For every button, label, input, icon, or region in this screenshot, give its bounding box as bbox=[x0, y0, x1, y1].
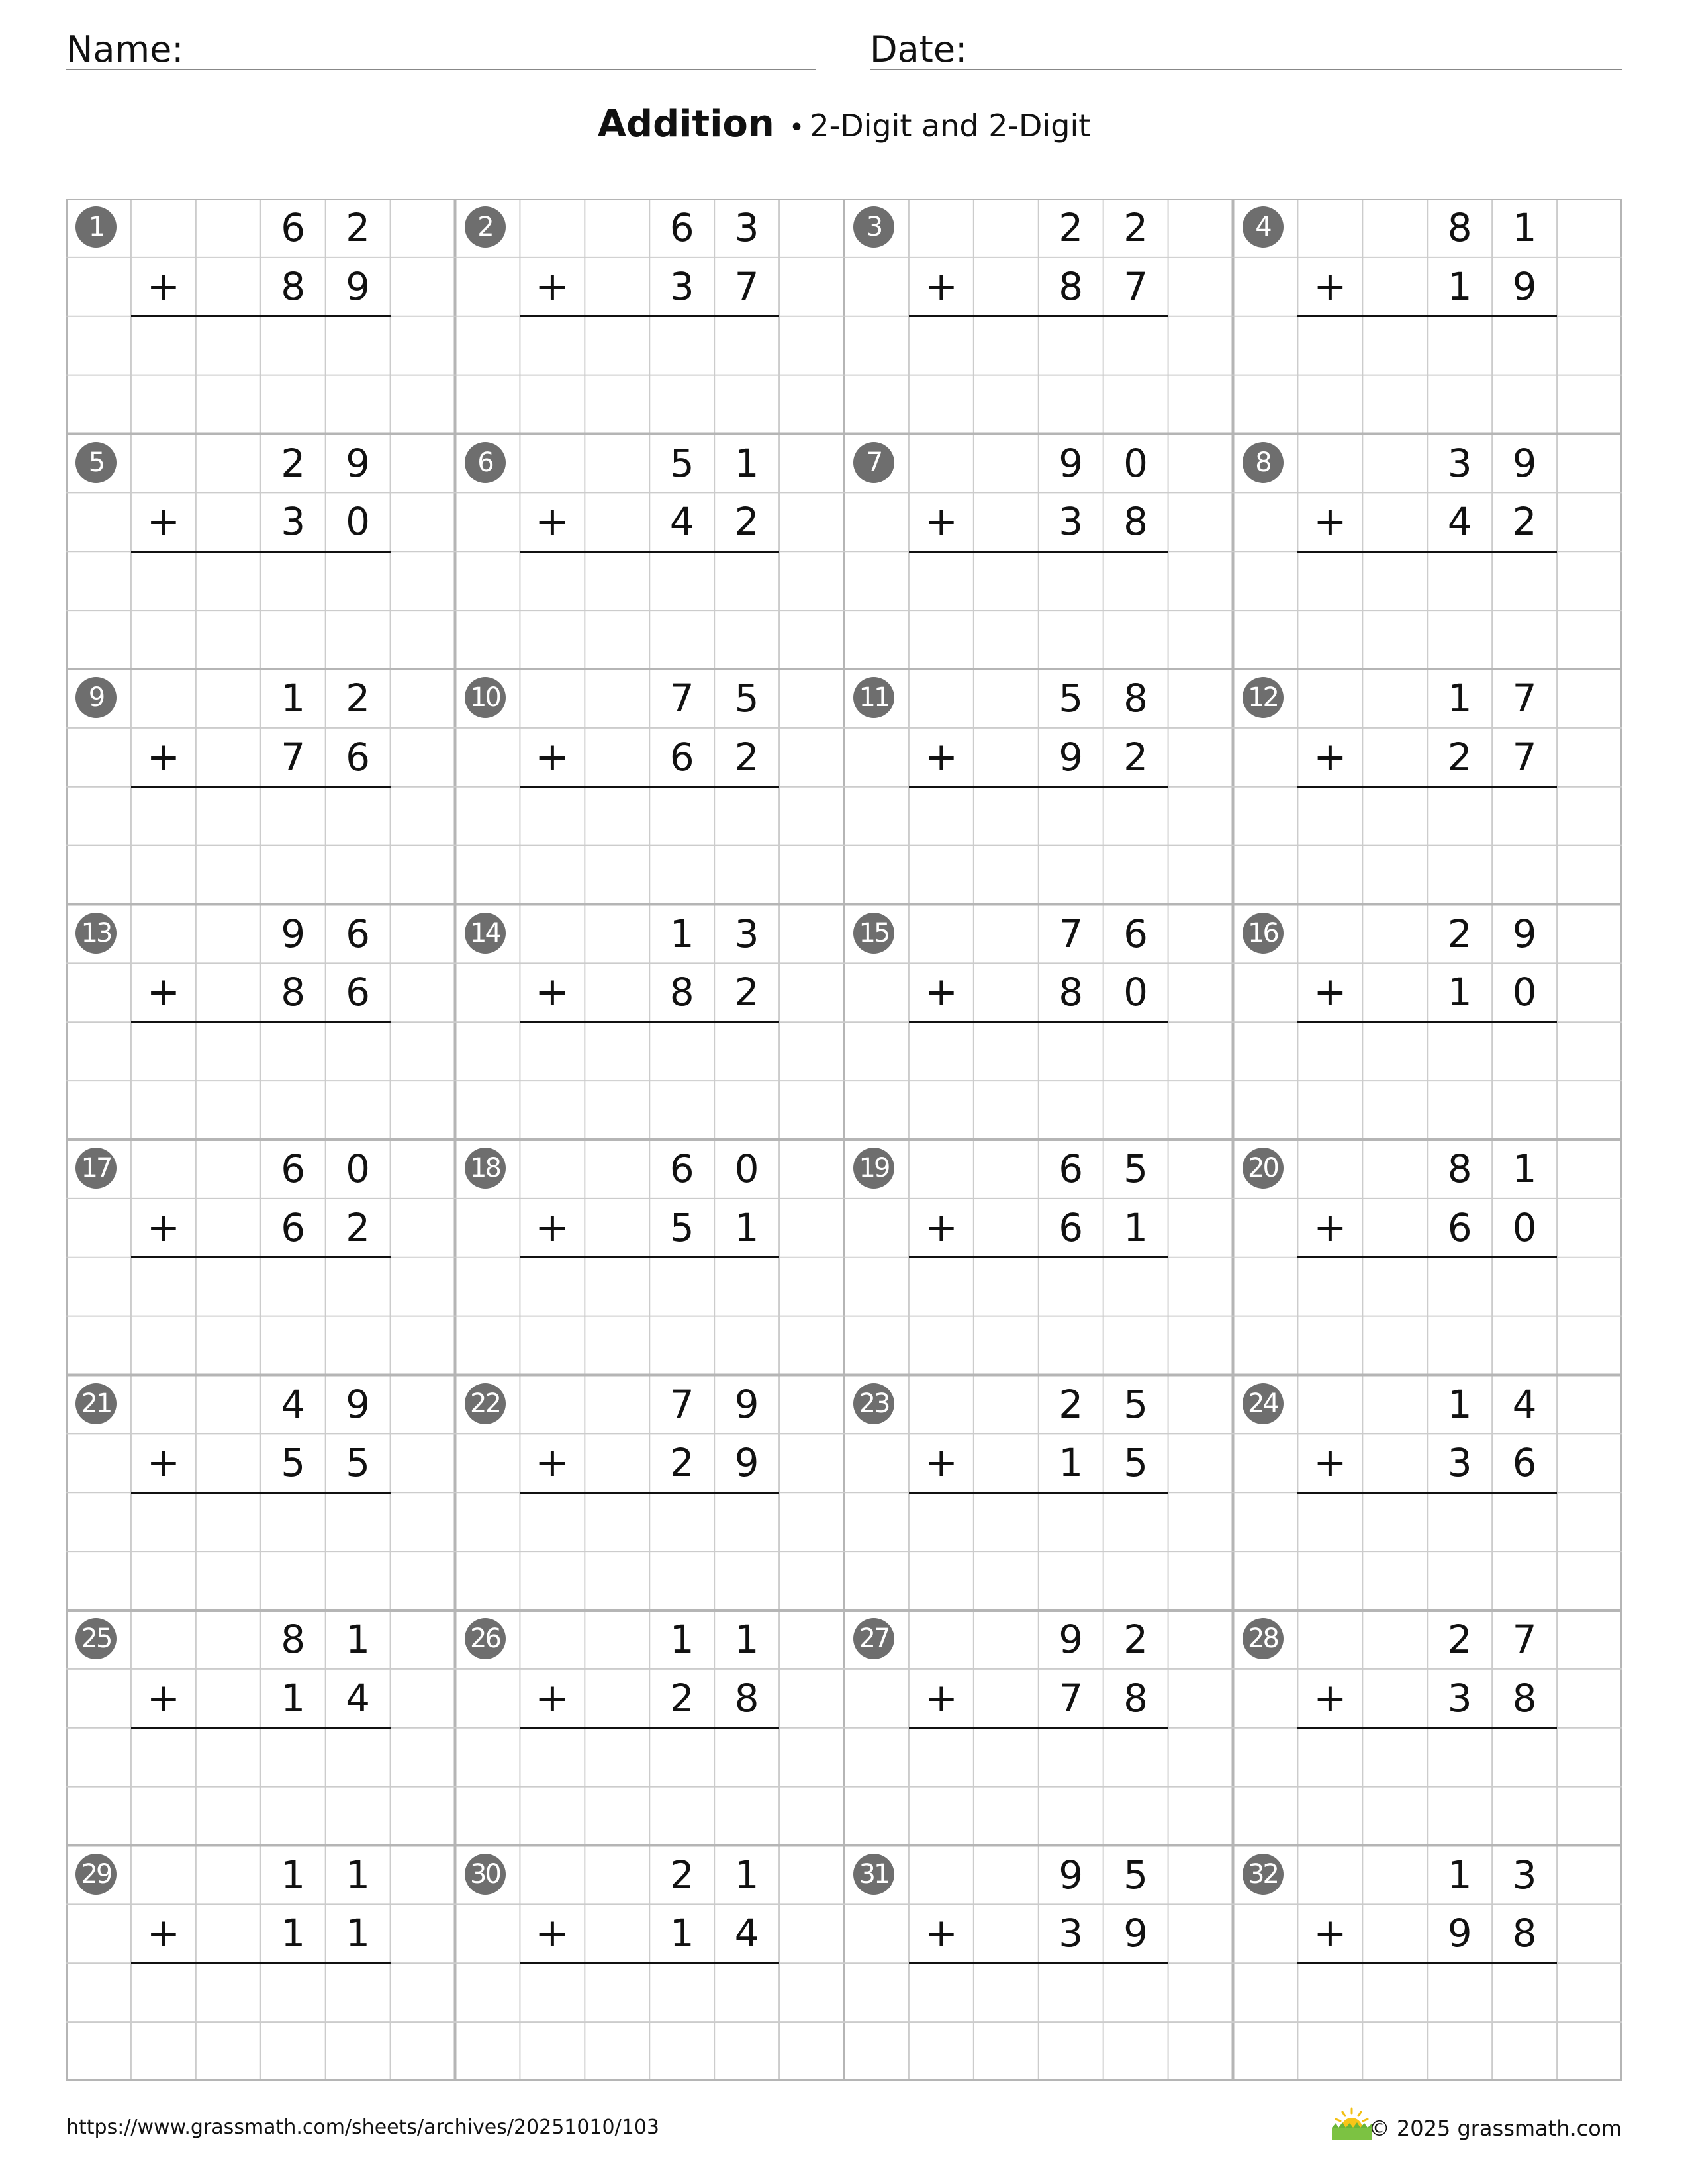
top-tens-digit: 3 bbox=[1447, 440, 1472, 486]
problem-30 bbox=[455, 1846, 845, 2081]
plus-sign: + bbox=[924, 1204, 958, 1251]
plus-sign: + bbox=[146, 263, 180, 310]
problem-number-badge: 22 bbox=[465, 1383, 506, 1424]
top-tens-digit: 6 bbox=[281, 1146, 306, 1191]
bottom-ones-digit: 8 bbox=[1512, 1911, 1537, 1956]
sum-line bbox=[520, 1256, 779, 1258]
top-ones-digit: 1 bbox=[734, 1617, 759, 1662]
bottom-tens-digit: 2 bbox=[669, 1440, 694, 1486]
bottom-ones-digit: 1 bbox=[734, 1205, 759, 1250]
top-ones-digit: 9 bbox=[346, 1381, 371, 1427]
top-ones-digit: 5 bbox=[1123, 1852, 1149, 1897]
plus-sign: + bbox=[536, 969, 569, 1016]
problem-21 bbox=[66, 1375, 455, 1611]
top-ones-digit: 4 bbox=[1512, 1381, 1537, 1427]
plus-sign: + bbox=[924, 1910, 958, 1957]
problem-number-badge: 31 bbox=[853, 1854, 894, 1895]
plus-sign: + bbox=[536, 733, 569, 780]
problem-24 bbox=[1233, 1375, 1622, 1611]
top-ones-digit: 5 bbox=[734, 676, 759, 721]
problem-number-badge: 23 bbox=[853, 1383, 894, 1424]
top-tens-digit: 7 bbox=[669, 1381, 694, 1427]
problem-number-badge: 4 bbox=[1243, 206, 1284, 248]
top-tens-digit: 8 bbox=[1447, 205, 1472, 250]
top-ones-digit: 2 bbox=[1123, 1617, 1149, 1662]
top-ones-digit: 3 bbox=[1512, 1852, 1537, 1897]
problem-number-badge: 13 bbox=[75, 913, 117, 954]
top-tens-digit: 6 bbox=[669, 205, 694, 250]
problem-6 bbox=[455, 434, 845, 670]
problem-13 bbox=[66, 905, 455, 1140]
sum-line bbox=[909, 1727, 1168, 1729]
top-tens-digit: 7 bbox=[669, 676, 694, 721]
bottom-tens-digit: 3 bbox=[1058, 499, 1084, 545]
top-tens-digit: 6 bbox=[281, 205, 306, 250]
top-ones-digit: 1 bbox=[346, 1617, 371, 1662]
problem-number-badge: 8 bbox=[1243, 442, 1284, 483]
bottom-tens-digit: 9 bbox=[1447, 1911, 1472, 1956]
problem-22 bbox=[455, 1375, 845, 1611]
sum-line bbox=[131, 1492, 391, 1494]
plus-sign: + bbox=[536, 498, 569, 545]
plus-sign: + bbox=[1313, 733, 1347, 780]
sum-line bbox=[520, 1727, 779, 1729]
bottom-tens-digit: 3 bbox=[1058, 1911, 1084, 1956]
sum-line bbox=[520, 315, 779, 317]
bottom-ones-digit: 8 bbox=[1123, 499, 1149, 545]
top-tens-digit: 2 bbox=[1447, 1617, 1472, 1662]
bottom-ones-digit: 7 bbox=[1512, 734, 1537, 780]
bottom-ones-digit: 6 bbox=[346, 970, 371, 1015]
plus-sign: + bbox=[146, 1204, 180, 1251]
problem-17 bbox=[66, 1140, 455, 1375]
bottom-ones-digit: 9 bbox=[1123, 1911, 1149, 1956]
problem-3 bbox=[844, 199, 1233, 434]
top-tens-digit: 1 bbox=[1447, 1381, 1472, 1427]
top-tens-digit: 1 bbox=[669, 1617, 694, 1662]
name-field[interactable] bbox=[66, 25, 816, 70]
plus-sign: + bbox=[146, 498, 180, 545]
bottom-tens-digit: 1 bbox=[281, 1911, 306, 1956]
plus-sign: + bbox=[536, 1204, 569, 1251]
sum-line bbox=[1297, 1256, 1557, 1258]
problem-number-badge: 32 bbox=[1243, 1854, 1284, 1895]
top-ones-digit: 2 bbox=[346, 205, 371, 250]
bottom-tens-digit: 1 bbox=[281, 1675, 306, 1721]
bottom-ones-digit: 0 bbox=[1512, 1205, 1537, 1250]
problem-number-badge: 14 bbox=[465, 913, 506, 954]
problem-15 bbox=[844, 905, 1233, 1140]
title-subtitle: 2-Digit and 2-Digit bbox=[810, 108, 1091, 144]
bottom-ones-digit: 8 bbox=[734, 1675, 759, 1721]
bottom-tens-digit: 3 bbox=[281, 499, 306, 545]
plus-sign: + bbox=[1313, 1204, 1347, 1251]
top-tens-digit: 5 bbox=[669, 440, 694, 486]
bottom-ones-digit: 0 bbox=[1123, 970, 1149, 1015]
sum-line bbox=[520, 1021, 779, 1023]
bottom-ones-digit: 0 bbox=[1512, 970, 1537, 1015]
sum-line bbox=[131, 1727, 391, 1729]
problem-number-badge: 21 bbox=[75, 1383, 117, 1424]
top-ones-digit: 8 bbox=[1123, 676, 1149, 721]
problem-28 bbox=[1233, 1610, 1622, 1846]
bottom-ones-digit: 2 bbox=[734, 970, 759, 1015]
sum-line bbox=[131, 1021, 391, 1023]
problem-number-badge: 1 bbox=[75, 206, 117, 248]
plus-sign: + bbox=[146, 1910, 180, 1957]
bottom-ones-digit: 5 bbox=[1123, 1440, 1149, 1486]
footer-url: https://www.grassmath.com/sheets/archives/20251010/103 bbox=[66, 2116, 660, 2139]
sum-line bbox=[131, 551, 391, 553]
top-ones-digit: 9 bbox=[734, 1381, 759, 1427]
plus-sign: + bbox=[1313, 1439, 1347, 1486]
bottom-tens-digit: 3 bbox=[669, 263, 694, 309]
sum-line bbox=[1297, 1021, 1557, 1023]
bottom-tens-digit: 6 bbox=[281, 1205, 306, 1250]
top-tens-digit: 2 bbox=[1058, 205, 1084, 250]
problem-number-badge: 17 bbox=[75, 1148, 117, 1189]
plus-sign: + bbox=[536, 1439, 569, 1486]
problem-number-badge: 27 bbox=[853, 1618, 894, 1659]
problem-23 bbox=[844, 1375, 1233, 1611]
date-field[interactable] bbox=[870, 25, 1622, 70]
problem-number-badge: 11 bbox=[853, 677, 894, 718]
top-ones-digit: 1 bbox=[1512, 205, 1537, 250]
bottom-tens-digit: 6 bbox=[669, 734, 694, 780]
bottom-ones-digit: 8 bbox=[1123, 1675, 1149, 1721]
problem-7 bbox=[844, 434, 1233, 670]
plus-sign: + bbox=[146, 969, 180, 1016]
bottom-tens-digit: 3 bbox=[1447, 1675, 1472, 1721]
top-ones-digit: 0 bbox=[346, 1146, 371, 1191]
plus-sign: + bbox=[146, 1674, 180, 1721]
top-ones-digit: 1 bbox=[346, 1852, 371, 1897]
problem-1 bbox=[66, 199, 455, 434]
plus-sign: + bbox=[536, 1674, 569, 1721]
problem-number-badge: 3 bbox=[853, 206, 894, 248]
problem-29 bbox=[66, 1846, 455, 2081]
top-ones-digit: 7 bbox=[1512, 676, 1537, 721]
sum-line bbox=[1297, 315, 1557, 317]
bottom-tens-digit: 6 bbox=[1447, 1205, 1472, 1250]
problem-number-badge: 15 bbox=[853, 913, 894, 954]
problem-number-badge: 28 bbox=[1243, 1618, 1284, 1659]
top-tens-digit: 1 bbox=[669, 911, 694, 956]
problem-5 bbox=[66, 434, 455, 670]
plus-sign: + bbox=[146, 1439, 180, 1486]
top-tens-digit: 1 bbox=[281, 1852, 306, 1897]
sum-line bbox=[131, 786, 391, 788]
bottom-ones-digit: 5 bbox=[346, 1440, 371, 1486]
problem-26 bbox=[455, 1610, 845, 1846]
top-ones-digit: 6 bbox=[346, 911, 371, 956]
bottom-tens-digit: 7 bbox=[281, 734, 306, 780]
top-tens-digit: 7 bbox=[1058, 911, 1084, 956]
problem-number-badge: 26 bbox=[465, 1618, 506, 1659]
top-ones-digit: 2 bbox=[1123, 205, 1149, 250]
top-tens-digit: 9 bbox=[1058, 1617, 1084, 1662]
problem-number-badge: 30 bbox=[465, 1854, 506, 1895]
problem-number-badge: 6 bbox=[465, 442, 506, 483]
problem-number-badge: 10 bbox=[465, 677, 506, 718]
top-tens-digit: 2 bbox=[669, 1852, 694, 1897]
bottom-ones-digit: 4 bbox=[346, 1675, 371, 1721]
sum-line bbox=[131, 1256, 391, 1258]
plus-sign: + bbox=[924, 263, 958, 310]
problem-number-badge: 16 bbox=[1243, 913, 1284, 954]
plus-sign: + bbox=[1313, 498, 1347, 545]
top-ones-digit: 7 bbox=[1512, 1617, 1537, 1662]
plus-sign: + bbox=[1313, 1910, 1347, 1957]
bottom-ones-digit: 6 bbox=[1512, 1440, 1537, 1486]
top-tens-digit: 8 bbox=[281, 1617, 306, 1662]
bottom-ones-digit: 2 bbox=[1512, 499, 1537, 545]
bottom-tens-digit: 9 bbox=[1058, 734, 1084, 780]
sum-line bbox=[1297, 551, 1557, 553]
bottom-ones-digit: 7 bbox=[734, 263, 759, 309]
top-ones-digit: 3 bbox=[734, 205, 759, 250]
problem-number-badge: 19 bbox=[853, 1148, 894, 1189]
bottom-ones-digit: 2 bbox=[346, 1205, 371, 1250]
bottom-ones-digit: 7 bbox=[1123, 263, 1149, 309]
top-tens-digit: 2 bbox=[1447, 911, 1472, 956]
top-tens-digit: 6 bbox=[1058, 1146, 1084, 1191]
problem-12 bbox=[1233, 669, 1622, 905]
footer-copyright: © 2025 grassmath.com bbox=[1368, 2116, 1622, 2141]
problem-number-badge: 20 bbox=[1243, 1148, 1284, 1189]
sum-line bbox=[520, 786, 779, 788]
bottom-ones-digit: 9 bbox=[346, 263, 371, 309]
bottom-ones-digit: 0 bbox=[346, 499, 371, 545]
problem-14 bbox=[455, 905, 845, 1140]
bottom-ones-digit: 9 bbox=[734, 1440, 759, 1486]
sum-line bbox=[1297, 1962, 1557, 1964]
top-tens-digit: 2 bbox=[1058, 1381, 1084, 1427]
plus-sign: + bbox=[1313, 969, 1347, 1016]
problem-number-badge: 18 bbox=[465, 1148, 506, 1189]
bottom-tens-digit: 1 bbox=[1447, 970, 1472, 1015]
top-ones-digit: 9 bbox=[1512, 911, 1537, 956]
sum-line bbox=[520, 551, 779, 553]
problem-number-badge: 29 bbox=[75, 1854, 117, 1895]
top-tens-digit: 2 bbox=[281, 440, 306, 486]
bottom-ones-digit: 4 bbox=[734, 1911, 759, 1956]
bottom-tens-digit: 5 bbox=[669, 1205, 694, 1250]
bottom-ones-digit: 9 bbox=[1512, 263, 1537, 309]
top-tens-digit: 9 bbox=[281, 911, 306, 956]
top-ones-digit: 6 bbox=[1123, 911, 1149, 956]
plus-sign: + bbox=[536, 263, 569, 310]
bottom-tens-digit: 1 bbox=[1058, 1440, 1084, 1486]
top-ones-digit: 5 bbox=[1123, 1146, 1149, 1191]
problem-number-badge: 7 bbox=[853, 442, 894, 483]
top-ones-digit: 1 bbox=[734, 440, 759, 486]
top-ones-digit: 0 bbox=[734, 1146, 759, 1191]
problem-25 bbox=[66, 1610, 455, 1846]
problem-2 bbox=[455, 199, 845, 434]
title-separator: • bbox=[788, 113, 805, 143]
bottom-tens-digit: 8 bbox=[1058, 970, 1084, 1015]
sum-line bbox=[131, 1962, 391, 1964]
top-ones-digit: 1 bbox=[1512, 1146, 1537, 1191]
top-ones-digit: 1 bbox=[734, 1852, 759, 1897]
top-ones-digit: 9 bbox=[346, 440, 371, 486]
problem-4 bbox=[1233, 199, 1622, 434]
top-tens-digit: 1 bbox=[1447, 676, 1472, 721]
plus-sign: + bbox=[146, 733, 180, 780]
bottom-tens-digit: 1 bbox=[669, 1911, 694, 1956]
problem-27 bbox=[844, 1610, 1233, 1846]
sum-line bbox=[1297, 1727, 1557, 1729]
sum-line bbox=[909, 315, 1168, 317]
sum-line bbox=[520, 1962, 779, 1964]
plus-sign: + bbox=[924, 1439, 958, 1486]
bottom-ones-digit: 1 bbox=[1123, 1205, 1149, 1250]
top-ones-digit: 3 bbox=[734, 911, 759, 956]
bottom-tens-digit: 4 bbox=[669, 499, 694, 545]
bottom-tens-digit: 2 bbox=[669, 1675, 694, 1721]
top-tens-digit: 5 bbox=[1058, 676, 1084, 721]
bottom-tens-digit: 3 bbox=[1447, 1440, 1472, 1486]
worksheet-title bbox=[0, 103, 1688, 146]
sum-line bbox=[909, 1021, 1168, 1023]
sum-line bbox=[909, 1962, 1168, 1964]
sum-line bbox=[909, 1492, 1168, 1494]
title-main: Addition bbox=[597, 103, 774, 146]
problem-number-badge: 9 bbox=[75, 677, 117, 718]
problem-number-badge: 24 bbox=[1243, 1383, 1284, 1424]
problem-16 bbox=[1233, 905, 1622, 1140]
bottom-tens-digit: 7 bbox=[1058, 1675, 1084, 1721]
top-tens-digit: 9 bbox=[1058, 440, 1084, 486]
sum-line bbox=[1297, 1492, 1557, 1494]
top-ones-digit: 5 bbox=[1123, 1381, 1149, 1427]
sum-line bbox=[909, 786, 1168, 788]
sum-line bbox=[909, 1256, 1168, 1258]
problem-number-badge: 5 bbox=[75, 442, 117, 483]
top-tens-digit: 4 bbox=[281, 1381, 306, 1427]
bottom-tens-digit: 1 bbox=[1447, 263, 1472, 309]
plus-sign: + bbox=[924, 733, 958, 780]
problem-grid bbox=[66, 199, 1622, 2081]
bottom-tens-digit: 8 bbox=[1058, 263, 1084, 309]
problem-number-badge: 25 bbox=[75, 1618, 117, 1659]
sum-line bbox=[131, 315, 391, 317]
top-tens-digit: 1 bbox=[281, 676, 306, 721]
plus-sign: + bbox=[924, 969, 958, 1016]
top-tens-digit: 6 bbox=[669, 1146, 694, 1191]
sum-line bbox=[909, 551, 1168, 553]
bottom-tens-digit: 4 bbox=[1447, 499, 1472, 545]
top-ones-digit: 0 bbox=[1123, 440, 1149, 486]
bottom-tens-digit: 2 bbox=[1447, 734, 1472, 780]
problem-32 bbox=[1233, 1846, 1622, 2081]
plus-sign: + bbox=[1313, 263, 1347, 310]
sum-line bbox=[1297, 786, 1557, 788]
problem-31 bbox=[844, 1846, 1233, 2081]
bottom-ones-digit: 1 bbox=[346, 1911, 371, 1956]
top-tens-digit: 1 bbox=[1447, 1852, 1472, 1897]
bottom-tens-digit: 8 bbox=[281, 970, 306, 1015]
bottom-ones-digit: 6 bbox=[346, 734, 371, 780]
name-label: Name: bbox=[66, 28, 184, 70]
problem-number-badge: 2 bbox=[465, 206, 506, 248]
problem-number-badge: 12 bbox=[1243, 677, 1284, 718]
bottom-tens-digit: 8 bbox=[281, 263, 306, 309]
top-ones-digit: 2 bbox=[346, 676, 371, 721]
problem-18 bbox=[455, 1140, 845, 1375]
bottom-ones-digit: 8 bbox=[1512, 1675, 1537, 1721]
bottom-ones-digit: 2 bbox=[734, 499, 759, 545]
problem-20 bbox=[1233, 1140, 1622, 1375]
sum-line bbox=[520, 1492, 779, 1494]
problem-9 bbox=[66, 669, 455, 905]
plus-sign: + bbox=[924, 498, 958, 545]
bottom-tens-digit: 8 bbox=[669, 970, 694, 1015]
top-ones-digit: 9 bbox=[1512, 440, 1537, 486]
problem-19 bbox=[844, 1140, 1233, 1375]
bottom-ones-digit: 2 bbox=[734, 734, 759, 780]
problem-8 bbox=[1233, 434, 1622, 670]
top-tens-digit: 8 bbox=[1447, 1146, 1472, 1191]
plus-sign: + bbox=[924, 1674, 958, 1721]
bottom-tens-digit: 5 bbox=[281, 1440, 306, 1486]
top-tens-digit: 9 bbox=[1058, 1852, 1084, 1897]
bottom-ones-digit: 2 bbox=[1123, 734, 1149, 780]
bottom-tens-digit: 6 bbox=[1058, 1205, 1084, 1250]
plus-sign: + bbox=[536, 1910, 569, 1957]
problem-10 bbox=[455, 669, 845, 905]
plus-sign: + bbox=[1313, 1674, 1347, 1721]
problem-11 bbox=[844, 669, 1233, 905]
date-label: Date: bbox=[870, 28, 968, 70]
